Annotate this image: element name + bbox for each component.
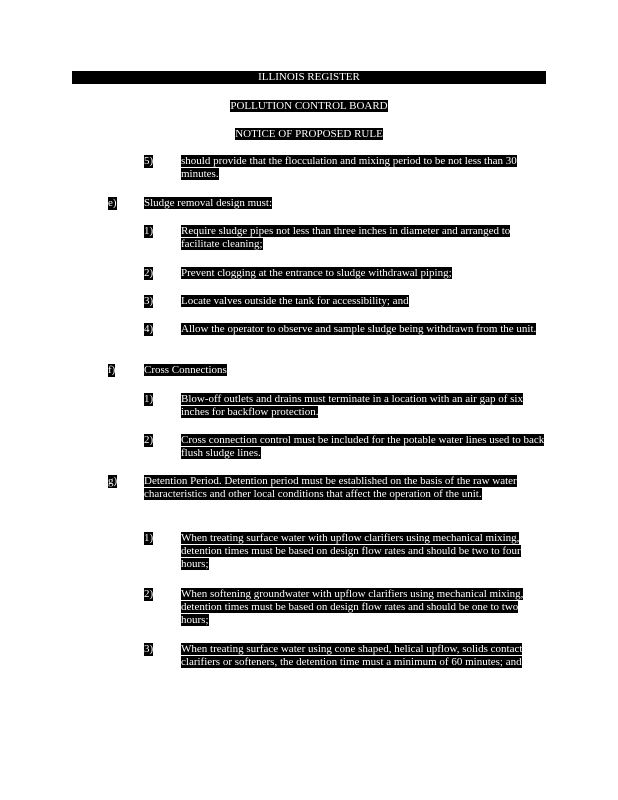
item-text: Cross connection control must be included for the potable water lines used to back flush sludge lines.: [181, 434, 545, 459]
item-text: Prevent clogging at the entrance to sludge withdrawal piping;: [181, 267, 452, 279]
item-marker: 1): [144, 225, 154, 237]
item-text: When treating surface water using cone shaped, helical upflow, solids contact clarifiers or softeners, the detention time must a minimum of 60 minutes; and: [181, 643, 523, 668]
section-marker: f): [108, 364, 116, 376]
section-marker: e): [108, 197, 117, 209]
section-text: Detention Period. Detention period must be established on the basis of the raw water characteristics and other local conditions that affect the operation of the unit.: [144, 475, 517, 500]
item-text: When treating surface water with upflow clarifiers using mechanical mixing, detention times must be based on design flow rates and should be two to four hours;: [181, 532, 521, 570]
header-notice-text: NOTICE OF PROPOSED RULE: [235, 128, 383, 140]
item-marker: 2): [144, 434, 154, 446]
header-board: [0, 100, 618, 113]
item-text: Require sludge pipes not less than three inches in diameter and arranged to facilitate cleaning;: [181, 225, 511, 250]
item-marker: 5): [144, 155, 154, 167]
item-marker: 3): [144, 643, 154, 655]
item-text: Locate valves outside the tank for accessibility; and: [181, 295, 409, 307]
header-bar: [72, 71, 546, 84]
item-marker: 3): [144, 295, 154, 307]
item-text: Allow the operator to observe and sample sludge being withdrawn from the unit.: [181, 323, 537, 335]
item-text: When softening groundwater with upflow clarifiers using mechanical mixing, detention times must be based on design flow rates and should be one to two hours;: [181, 588, 524, 626]
item-marker: 1): [144, 393, 154, 405]
header-board-text: POLLUTION CONTROL BOARD: [230, 100, 388, 112]
section-text: Sludge removal design must:: [144, 197, 273, 209]
header-register: ILLINOIS REGISTER: [258, 71, 360, 83]
header-notice: [0, 128, 618, 141]
item-marker: 2): [144, 588, 154, 600]
section-text: Cross Connections: [144, 364, 227, 376]
item-marker: 2): [144, 267, 154, 279]
item-text: Blow-off outlets and drains must terminate in a location with an air gap of six inches for backflow protection.: [181, 393, 523, 418]
section-marker: g): [108, 475, 118, 487]
item-marker: 1): [144, 532, 154, 544]
item-marker: 4): [144, 323, 154, 335]
item-text: should provide that the flocculation and mixing period to be not less than 30 minutes.: [181, 155, 517, 180]
